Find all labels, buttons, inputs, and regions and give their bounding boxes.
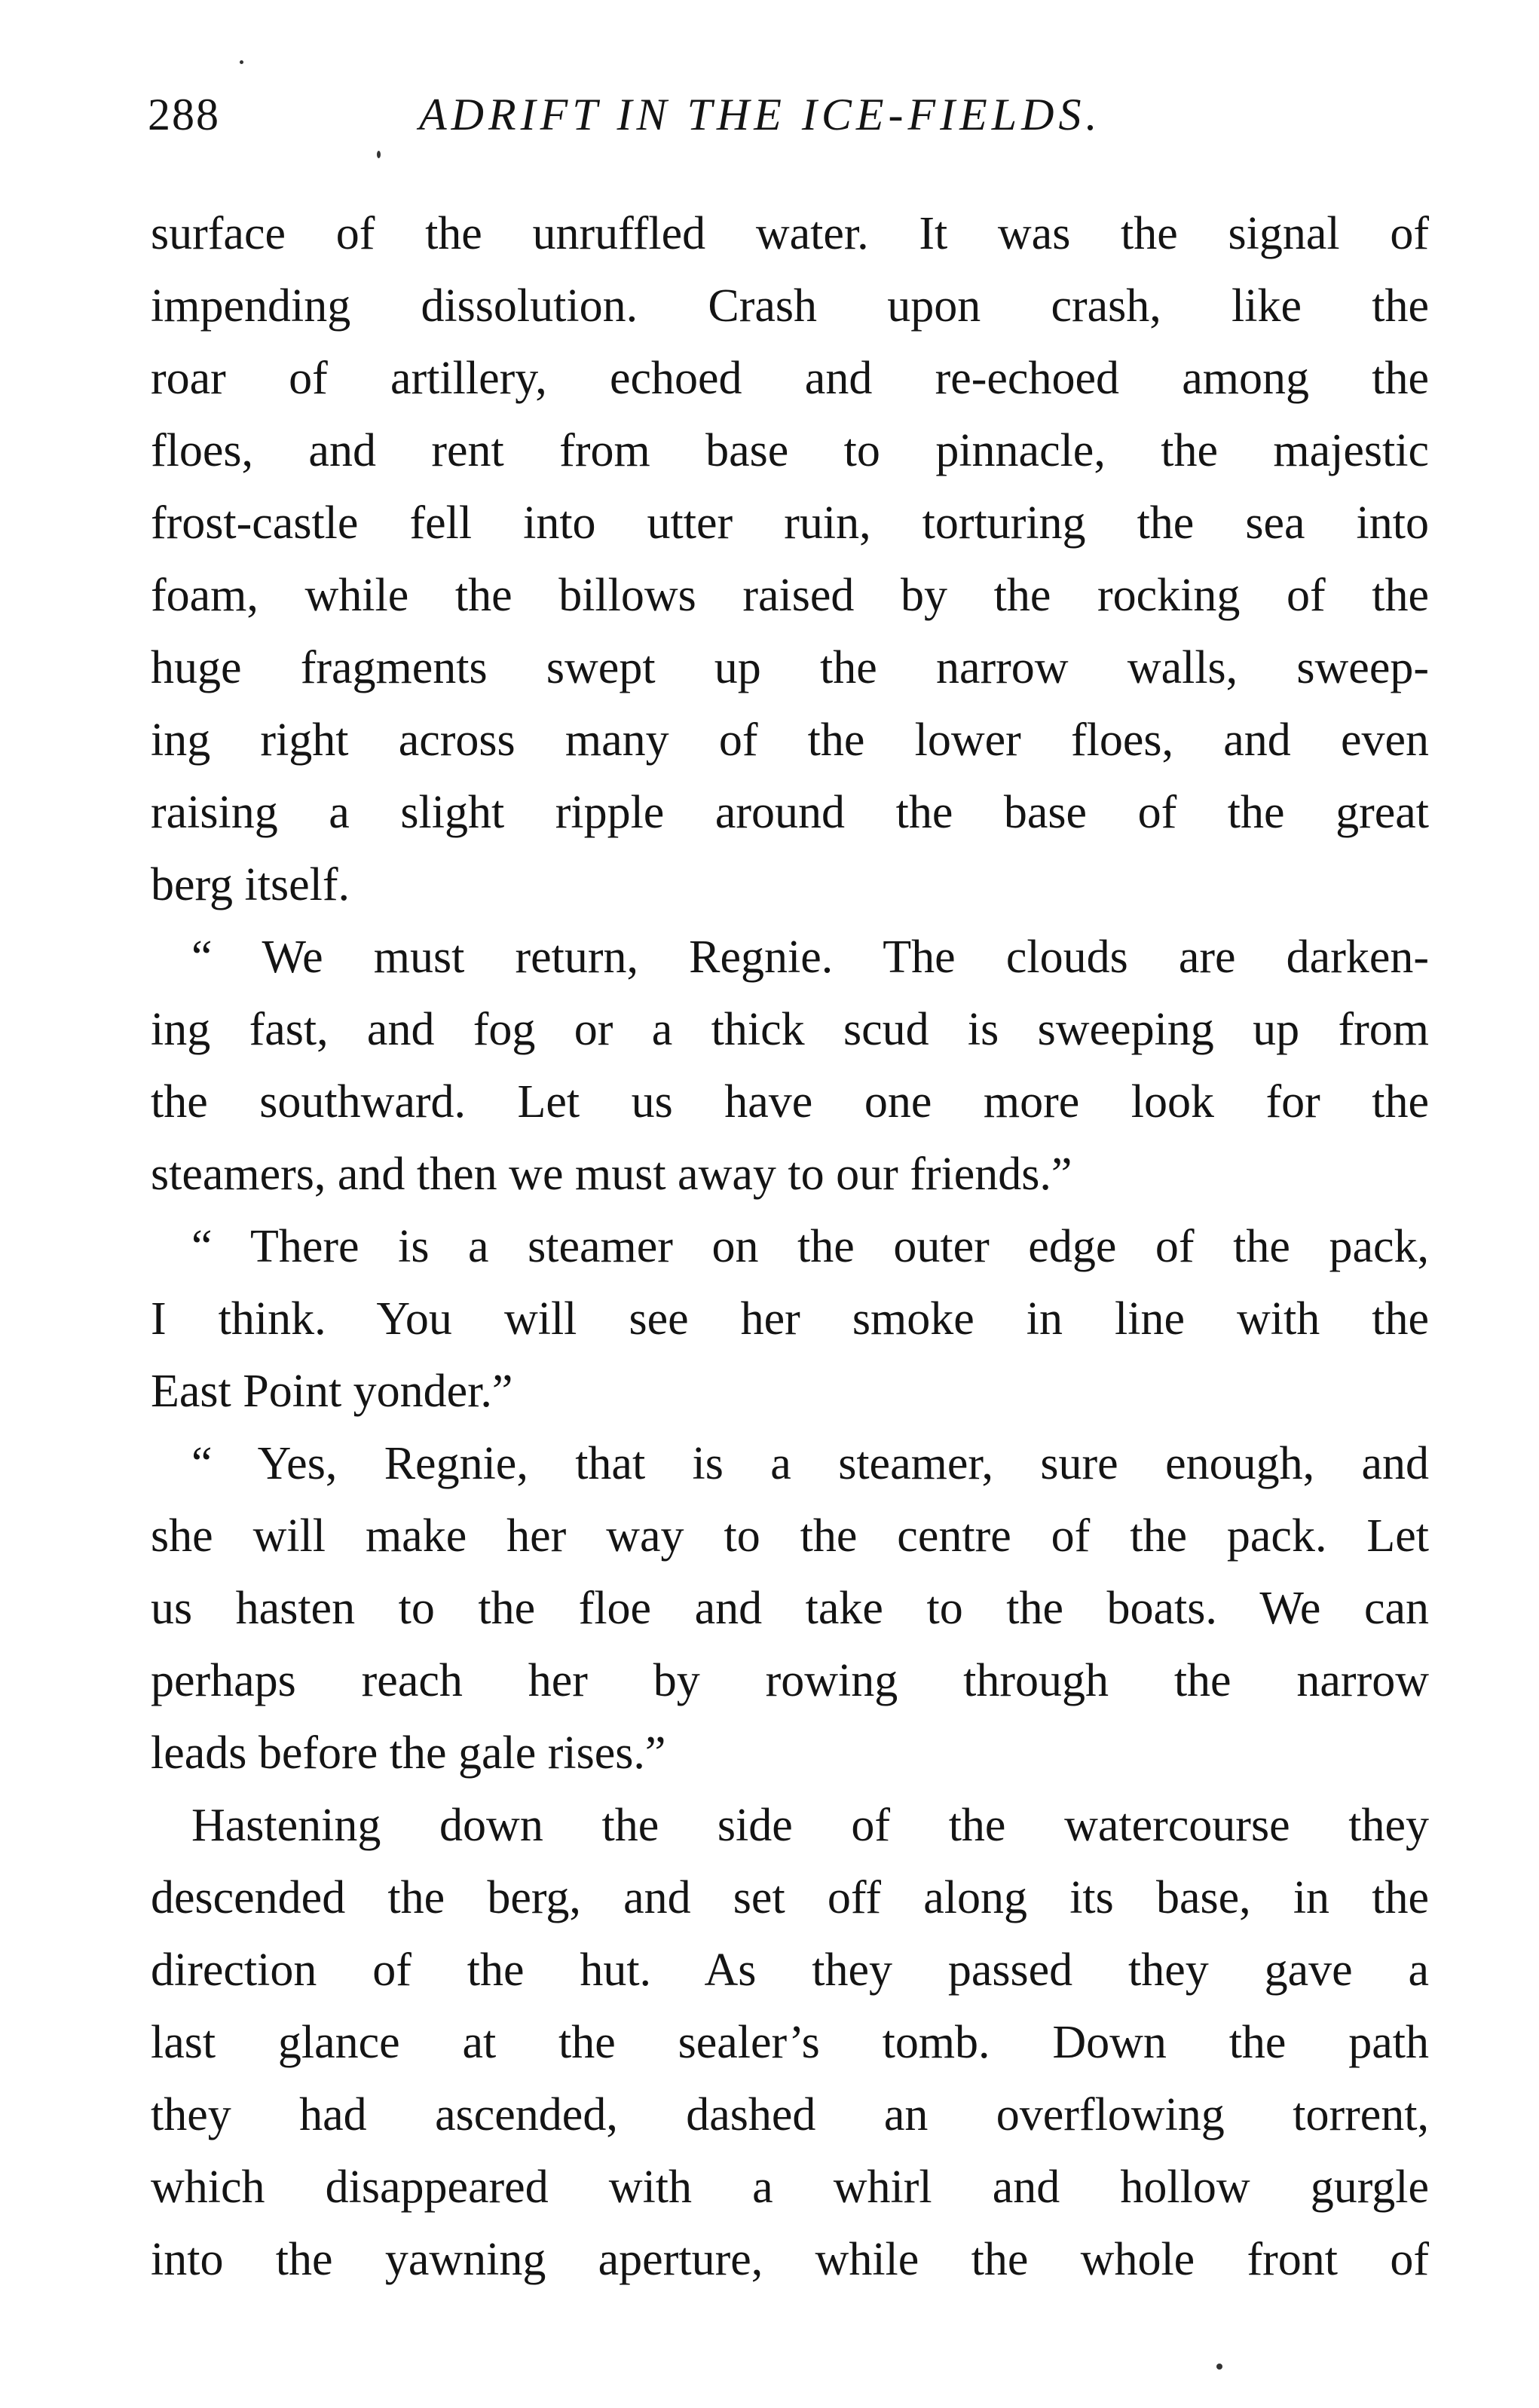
text-line: East Point yonder.”	[151, 1366, 513, 1417]
text-line: ing fast, and fog or a thick scud is sweeping up from	[151, 1004, 1429, 1055]
text-line: foam, while the billows raised by the rocking of the	[151, 570, 1429, 621]
text-line: floes, and rent from base to pinnacle, the majestic	[151, 425, 1429, 476]
text-line: frost-castle fell into utter ruin, torturing the sea into	[151, 497, 1429, 549]
text-line: steamers, and then we must away to our friends.”	[151, 1149, 1072, 1200]
text-line: descended the berg, and set off along its base, in the	[151, 1872, 1429, 1923]
text-line: “ We must return, Regnie. The clouds are darken-	[191, 932, 1429, 983]
page-number: 288	[148, 90, 220, 139]
text-line: “ Yes, Regnie, that is a steamer, sure enough, and	[191, 1438, 1429, 1489]
text-line: Hastening down the side of the watercourse they	[191, 1800, 1429, 1851]
text-line: she will make her way to the centre of the pack. Let	[151, 1510, 1429, 1562]
text-line: I think. You will see her smoke in line with the	[151, 1293, 1429, 1345]
text-line: into the yawning aperture, while the whole front of	[151, 2234, 1429, 2285]
text-line: berg itself.	[151, 859, 350, 910]
text-line: leads before the gale rises.”	[151, 1727, 666, 1779]
paragraph	[151, 1427, 1429, 1789]
scan-speck	[240, 60, 243, 64]
text-line: last glance at the sealer’s tomb. Down the path	[151, 2017, 1429, 2068]
body-text	[151, 197, 1429, 2296]
text-line: they had ascended, dashed an overflowing torrent,	[151, 2089, 1429, 2140]
paragraph	[151, 197, 1429, 921]
scan-speck	[377, 151, 381, 158]
text-line: huge fragments swept up the narrow walls, sweep-	[151, 642, 1429, 693]
scan-speck	[1216, 2364, 1222, 2370]
text-line: ing right across many of the lower floes, and even	[151, 714, 1429, 766]
text-line: impending dissolution. Crash upon crash, like the	[151, 280, 1429, 332]
text-line: perhaps reach her by rowing through the narrow	[151, 1655, 1429, 1706]
text-line: surface of the unruffled water. It was the signal of	[151, 208, 1429, 259]
text-line: us hasten to the floe and take to the boats. We can	[151, 1583, 1429, 1634]
paragraph	[151, 921, 1429, 1210]
text-line: raising a slight ripple around the base of the great	[151, 787, 1429, 838]
text-line: which disappeared with a whirl and hollow gurgle	[151, 2162, 1429, 2213]
paragraph	[151, 1789, 1429, 2296]
paragraph	[151, 1210, 1429, 1427]
text-line: the southward. Let us have one more look for the	[151, 1076, 1429, 1128]
text-line: direction of the hut. As they passed they gave a	[151, 1944, 1429, 1996]
running-title: ADRIFT IN THE ICE-FIELDS.	[419, 90, 1102, 139]
text-line: roar of artillery, echoed and re-echoed among the	[151, 353, 1429, 404]
text-line: “ There is a steamer on the outer edge of the pack,	[191, 1221, 1429, 1272]
page-header	[148, 89, 1429, 157]
